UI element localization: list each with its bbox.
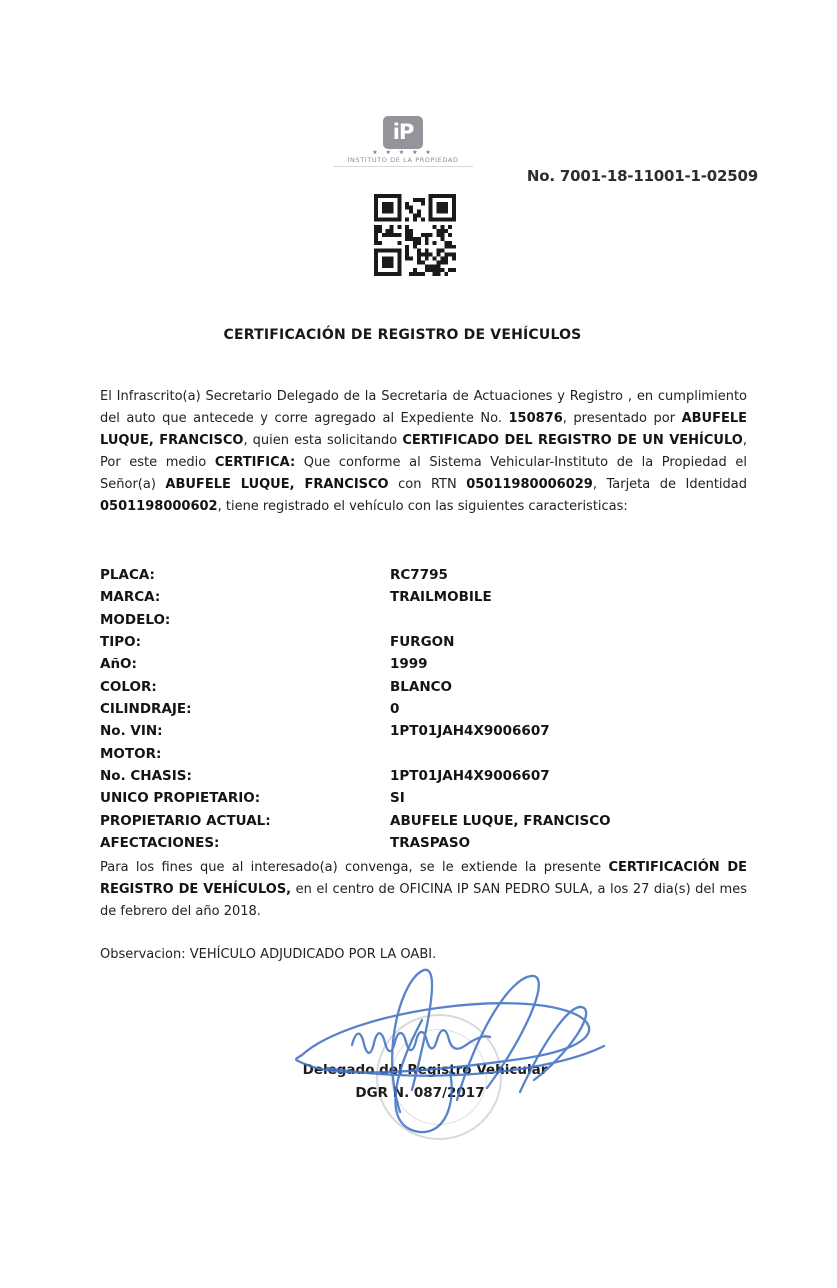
field-label: MOTOR: xyxy=(100,745,162,762)
table-row xyxy=(100,720,660,742)
field-label: No. CHASIS: xyxy=(100,768,192,785)
table-row xyxy=(100,631,660,653)
table-row xyxy=(100,810,660,832)
field-value: 1999 xyxy=(390,656,428,673)
field-label: MARCA: xyxy=(100,589,161,606)
page-title: CERTIFICACIÓN DE REGISTRO DE VEHÍCULOS xyxy=(223,327,582,343)
field-label: AFECTACIONES: xyxy=(100,835,220,852)
table-row xyxy=(100,787,660,809)
table-row xyxy=(100,564,660,586)
ip-logo-icon: iP xyxy=(383,116,423,149)
table-row xyxy=(100,653,660,675)
intro-paragraph: El Infrascrito(a) Secretario Delegado de la Secretaria de Actuaciones y Registro , en cumplimiento del auto que antecede y corre agregado al Expediente No. 150876, presentado por ABUFELE LUQUE, FRANCISCO, quien esta solicitando CERTIFICADO DEL REGISTRO DE UN VEHÍCULO, Por este medio CERTIFICA: Que conforme al Sistema Vehicular-Instituto de la Propiedad el Señor(a) ABUFELE LUQUE, FRANCISCO con RTN 05011980006029, Tarjeta de Identidad 0501198000602, tiene registrado el vehículo con las siguientes caracteristicas: xyxy=(100,389,748,515)
field-value xyxy=(390,609,660,631)
field-value: 1PT01JAH4X9006607 xyxy=(390,768,550,785)
signature-dgr-number: DGR N. 087/2017 xyxy=(355,1085,485,1101)
closing-paragraph: Para los fines que al interesado(a) convenga, se le extiende la presente CERTIFICACIÓN DE REGISTRO DE VEHÍCULOS, en el centro de OFICINA IP SAN PEDRO SULA, a los 27 dia(s) del mes de febrero del año 2018. xyxy=(100,860,747,920)
vehicle-fields-table xyxy=(100,564,660,854)
field-value xyxy=(390,743,660,765)
document-number: No. 7001-18-11001-1-02509 xyxy=(526,167,758,185)
field-label: CILINDRAJE: xyxy=(100,701,192,718)
field-label: No. VIN: xyxy=(100,723,163,740)
field-value: TRASPASO xyxy=(390,835,471,852)
field-label: TIPO: xyxy=(100,634,142,651)
field-value: 1PT01JAH4X9006607 xyxy=(390,723,550,740)
field-label: MODELO: xyxy=(100,611,171,628)
table-row xyxy=(100,586,660,608)
field-value: RC7795 xyxy=(390,567,448,583)
field-label: AñO: xyxy=(100,656,137,673)
field-value: TRAILMOBILE xyxy=(390,589,492,606)
field-label: COLOR: xyxy=(100,678,157,695)
field-label: PROPIETARIO ACTUAL: xyxy=(100,812,271,829)
field-value: 0 xyxy=(390,701,400,718)
logo-caption: INSTITUTO DE LA PROPIEDAD xyxy=(333,156,473,167)
field-label: PLACA: xyxy=(100,567,155,583)
field-label: UNICO PROPIETARIO: xyxy=(100,790,261,807)
field-value: ABUFELE LUQUE, FRANCISCO xyxy=(390,812,611,829)
table-row xyxy=(100,676,660,698)
table-row xyxy=(100,832,660,854)
logo-stars-icon: ★ ★ ★ ★ ★ xyxy=(372,149,434,156)
qr-code-icon xyxy=(374,194,456,276)
table-row xyxy=(100,698,660,720)
observation-line: Observacion: VEHÍCULO ADJUDICADO POR LA OABI. xyxy=(100,947,437,962)
signature-title: Delegado del Registro Vehicular xyxy=(302,1062,548,1078)
field-value: SI xyxy=(390,790,405,807)
field-value: BLANCO xyxy=(390,678,453,695)
table-row xyxy=(100,609,660,631)
field-value: FURGON xyxy=(390,634,455,651)
table-row xyxy=(100,743,660,765)
table-row xyxy=(100,765,660,787)
